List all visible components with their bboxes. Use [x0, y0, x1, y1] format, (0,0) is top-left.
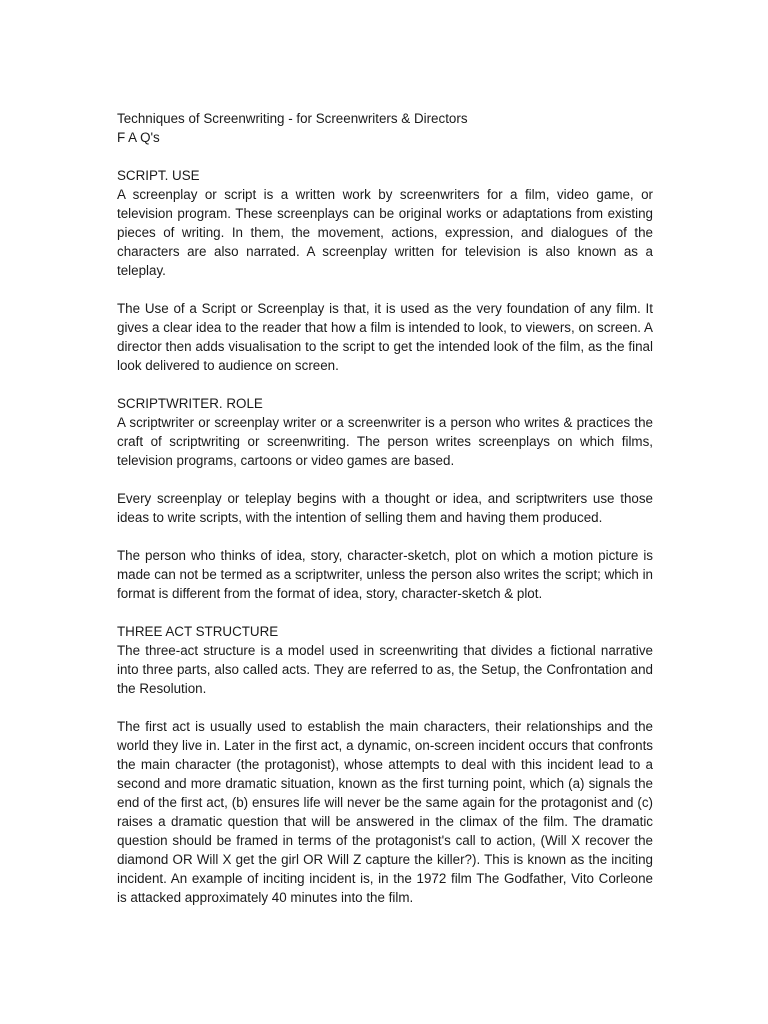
paragraph: Every screenplay or teleplay begins with a thought or idea, and scriptwriters use those ideas to write scripts, with the intention of selling them and having them produced. [117, 491, 653, 525]
section-heading: SCRIPTWRITER. ROLE [117, 396, 263, 411]
section-heading: SCRIPT. USE [117, 168, 200, 183]
paragraph: A scriptwriter or screenplay writer or a screenwriter is a person who writes & practices the craft of scriptwriting or screenwriting. The person writes screenplays on which films, television programs, cartoons or video games are based. [117, 415, 653, 468]
paragraph: The Use of a Script or Screenplay is that, it is used as the very foundation of any film. It gives a clear idea to the reader that how a film is intended to look, to viewers, on screen. A director then adds visualisation to the script to get the intended look of the film, as the final look delivered to audience on screen. [117, 301, 653, 373]
paragraph: A screenplay or script is a written work by screenwriters for a film, video game, or television program. These screenplays can be original works or adaptations from existing pieces of writing. In them, the movement, actions, expression, and dialogues of the characters are also narrated. A screenplay written for television is also known as a teleplay. [117, 187, 653, 278]
paragraph: The first act is usually used to establish the main characters, their relationships and the world they live in. Later in the first act, a dynamic, on-screen incident occurs that confronts the main character (the protagonist), whose attempts to deal with this incident lead to a second and more dramatic situation, known as the first turning point, which (a) signals the end of the first act, (b) ensures life will never be the same again for the protagonist and (c) raises a dramatic question that will be answered in the climax of the film. The dramatic question should be framed in terms of the protagonist's call to action, (Will X recover the diamond OR Will X get the girl OR Will Z capture the killer?). This is known as the inciting incident. An example of inciting incident is, in the 1972 film The Godfather, Vito Corleone is attacked approximately 40 minutes into the film. [117, 719, 653, 905]
paragraph: The three-act structure is a model used in screenwriting that divides a fictional narrative into three parts, also called acts. They are referred to as, the Setup, the Confrontation and the Resolution. [117, 643, 653, 696]
document-subtitle: F A Q's [117, 130, 160, 145]
section-heading: THREE ACT STRUCTURE [117, 624, 279, 639]
document-title: Techniques of Screenwriting - for Screenwriters & Directors [117, 111, 468, 126]
section-scriptwriter-role [117, 394, 653, 603]
paragraph: The person who thinks of idea, story, character-sketch, plot on which a motion picture is made can not be termed as a scriptwriter, unless the person also writes the script; which in format is different from the format of idea, story, character-sketch & plot. [117, 548, 653, 601]
document-page [117, 109, 653, 907]
section-three-act-structure [117, 622, 653, 907]
section-script-use [117, 166, 653, 375]
